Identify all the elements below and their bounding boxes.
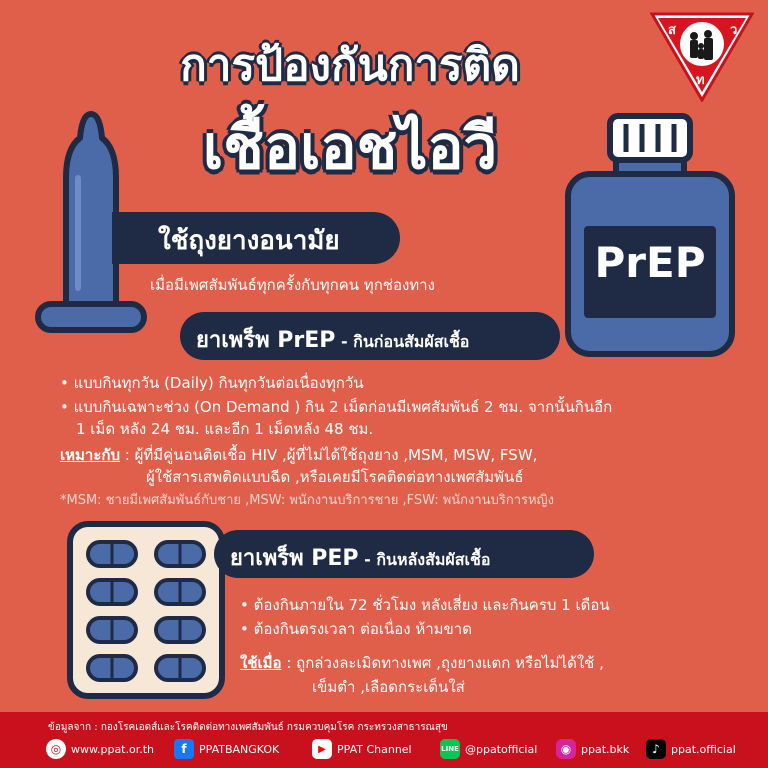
title-line-2: เชื้อเอชไอวี <box>202 113 498 183</box>
pep-use-line-2: เข็มตำ ,เลือดกระเด็นใส่ <box>312 678 465 696</box>
prep-suitable-line-2: ผู้ใช้สารเสพติดแบบฉีด ,หรือเคยมีโรคติดต่อทางเพศสัมพันธ์ <box>146 468 524 486</box>
prep-bottle-label: PrEP <box>594 238 706 287</box>
facebook-text: PPATBANGKOK <box>199 742 280 756</box>
line-link[interactable] <box>440 738 537 760</box>
line-icon: LINE <box>440 739 460 759</box>
globe-icon: ◎ <box>46 739 66 759</box>
organization-logo <box>650 12 754 102</box>
pill-blister-icon <box>66 520 226 700</box>
source-text: ข้อมูลจาก : กองโรคเอดส์และโรคติดต่อทางเพศสัมพันธ์ กรมควบคุมโรค กระทรวงสาธารณสุข <box>48 722 448 733</box>
pep-subheading: - กินหลังสัมผัสเชื้อ <box>358 550 491 569</box>
prep-footnote: *MSM: ชายมีเพศสัมพันธ์กับชาย ,MSW: พนักงานบริการชาย ,FSW: พนักงานบริการหญิง <box>60 493 554 508</box>
logo-letter-2: ว <box>730 23 738 38</box>
title-line-1: การป้องกันการติด <box>180 40 520 91</box>
pep-use-line-1: : ถูกล่วงละเมิดทางเพศ ,ถุงยางแตก หรือไม่ได้ใช้ , <box>286 654 604 672</box>
tiktok-link[interactable] <box>646 738 736 760</box>
website-text: www.ppat.or.th <box>71 742 155 756</box>
facebook-icon: f <box>174 739 194 759</box>
pep-use-label: ใช้เมื่อ <box>240 654 282 672</box>
condom-heading: ใช้ถุงยางอนามัย <box>112 212 400 264</box>
instagram-text: ppat.bkk <box>581 742 630 756</box>
pep-heading-pill <box>214 530 594 578</box>
prep-heading-pill <box>180 312 560 360</box>
prep-suitable-line-1: : ผู้ที่มีคู่นอนติดเชื้อ HIV ,ผู้ที่ไม่ได้ใช้ถุงยาง ,MSM, MSW, FSW, <box>124 446 538 464</box>
pep-bullet-2: • ต้องกินตรงเวลา ต่อเนื่อง ห้ามขาด <box>240 620 472 638</box>
youtube-icon: ▶ <box>312 739 332 759</box>
pep-heading: ยาเพร็พ PEP <box>230 546 359 571</box>
facebook-link[interactable] <box>174 738 279 760</box>
instagram-link[interactable] <box>556 738 629 760</box>
prep-heading: ยาเพร็พ PrEP <box>196 328 336 353</box>
tiktok-text: ppat.official <box>671 742 736 756</box>
tiktok-icon: ♪ <box>646 739 666 759</box>
prep-suitable-label: เหมาะกับ <box>60 446 120 464</box>
prep-bullet-1: • แบบกินทุกวัน (Daily) กินทุกวันต่อเนื่องทุกวัน <box>60 374 364 392</box>
line-text: @ppatofficial <box>465 742 538 756</box>
youtube-link[interactable] <box>312 738 412 760</box>
prep-subheading: - กินก่อนสัมผัสเชื้อ <box>335 332 470 351</box>
prep-bottle-icon <box>560 110 740 360</box>
prep-bullet-2: • แบบกินเฉพาะช่วง (On Demand ) กิน 2 เม็ดก่อนมีเพศสัมพันธ์ 2 ชม. จากนั้นกินอีก <box>60 398 613 416</box>
logo-letter-3: ท <box>696 73 705 88</box>
pep-bullet-1: • ต้องกินภายใน 72 ชั่วโมง หลังเสี่ยง และกินครบ 1 เดือน <box>240 596 610 614</box>
logo-letter-1: ส <box>668 23 676 38</box>
prep-bullet-2-cont: 1 เม็ด หลัง 24 ชม. และอีก 1 เม็ดหลัง 48 ชม. <box>76 420 374 438</box>
condom-description: เมื่อมีเพศสัมพันธ์ทุกครั้งกับทุกคน ทุกช่องทาง <box>150 276 435 294</box>
youtube-text: PPAT Channel <box>337 742 412 756</box>
website-link[interactable] <box>46 738 154 760</box>
instagram-icon: ◉ <box>556 739 576 759</box>
